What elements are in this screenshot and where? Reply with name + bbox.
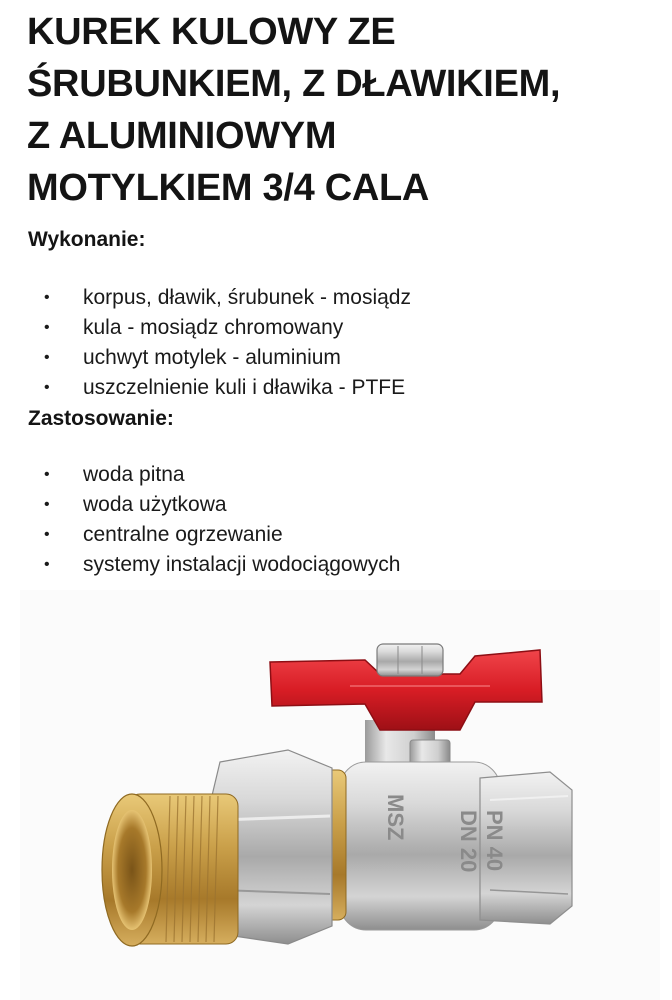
ball-valve-icon	[20, 590, 660, 1000]
bullet-icon: •	[44, 466, 50, 483]
product-image	[20, 590, 660, 1000]
list-item-text: uszczelnienie kuli i dławika - PTFE	[83, 376, 406, 399]
bullet-icon: •	[44, 526, 50, 543]
title-line: MOTYLKIEM 3/4 CALA	[27, 167, 430, 209]
bullet-icon: •	[44, 289, 50, 306]
list-item-text: kula - mosiądz chromowany	[83, 316, 344, 339]
list-item-text: uchwyt motylek - aluminium	[83, 346, 341, 369]
bullet-icon: •	[44, 379, 50, 396]
body-marking: MSZ	[383, 794, 408, 841]
bullet-icon: •	[44, 349, 50, 366]
pipe-bore	[112, 810, 152, 930]
title-line: ŚRUBUNKIEM, Z DŁAWIKIEM,	[27, 63, 561, 105]
bullet-icon: •	[44, 319, 50, 336]
list-item-text: systemy instalacji wodociągowych	[83, 553, 401, 576]
list-item-text: centralne ogrzewanie	[83, 523, 283, 546]
bullet-icon: •	[44, 556, 50, 573]
wykonanie-heading: Wykonanie:	[28, 228, 146, 251]
body-marking: PN 40	[482, 810, 507, 872]
handle-nut	[377, 644, 443, 676]
list-item-text: woda pitna	[83, 463, 185, 486]
title-line: Z ALUMINIOWYM	[27, 115, 337, 157]
zastosowanie-heading: Zastosowanie:	[28, 407, 174, 430]
list-item-text: woda użytkowa	[83, 493, 227, 516]
bullet-icon: •	[44, 496, 50, 513]
list-item-text: korpus, dławik, śrubunek - mosiądz	[83, 286, 411, 309]
title-line: KUREK KULOWY ZE	[27, 11, 396, 53]
body-marking: DN 20	[456, 810, 481, 873]
page-title	[27, 6, 657, 214]
